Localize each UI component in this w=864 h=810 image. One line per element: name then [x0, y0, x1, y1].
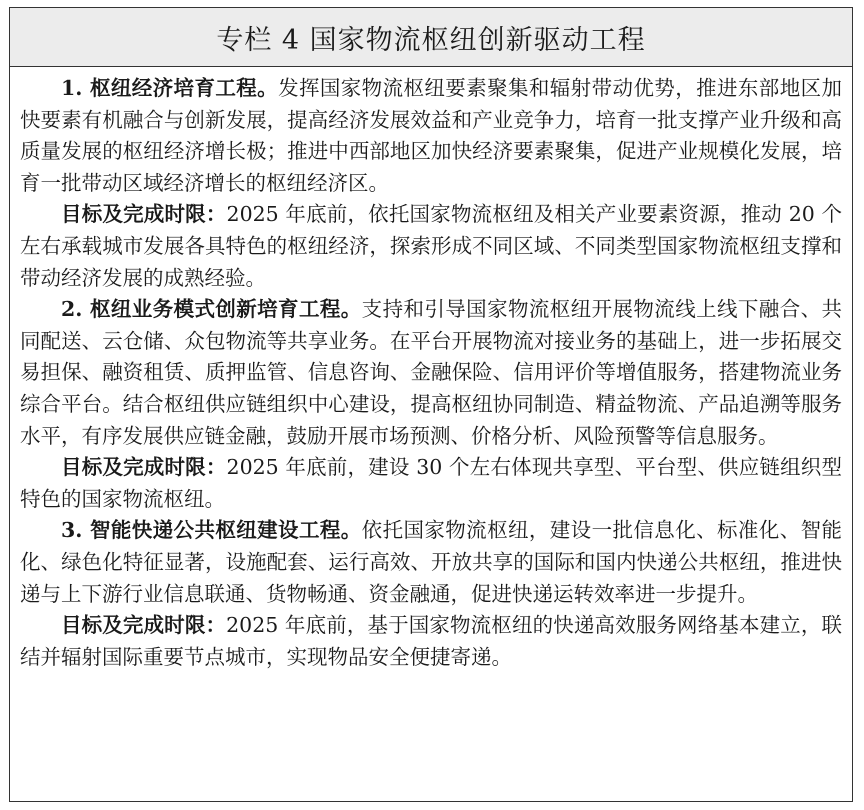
section-1-target-label: 目标及完成时限：	[61, 202, 227, 227]
section-1-target-text: 2025 年底前，依托国家物流枢纽及相关产业要素资源，推动 20 个左右承载城市发展各具特色的枢纽经济，探索形成不同区域、不同类型国家物流枢纽支撑和带动经济发展的成熟经验。	[20, 202, 842, 290]
section-2-target-label: 目标及完成时限：	[61, 455, 227, 480]
section-3-body: 依托国家物流枢纽，建设一批信息化、标准化、智能化、绿色化特征显著，设施配套、运行高效、开放共享的国际和国内快递公共枢纽，推进快递与上下游行业信息联通、货物畅通、资金融通，促进快递运转效率进一步提升。	[20, 518, 843, 606]
column-title: 专栏 4 国家物流枢纽创新驱动工程	[216, 24, 646, 56]
section-1-heading: 1. 枢纽经济培育工程。	[61, 76, 279, 100]
section-3-target	[20, 610, 842, 673]
column-box	[9, 7, 853, 802]
section-1-target	[20, 199, 842, 294]
section-2-paragraph	[20, 294, 842, 452]
section-3-target-label: 目标及完成时限：	[61, 613, 227, 638]
section-3-paragraph	[20, 515, 842, 610]
section-2-target-text: 2025 年底前，建设 30 个左右体现共享型、平台型、供应链组织型特色的国家物流枢纽。	[20, 455, 842, 511]
section-2-target	[20, 452, 842, 515]
column-content	[10, 67, 852, 673]
section-2-body: 支持和引导国家物流枢纽开展物流线上线下融合、共同配送、云仓储、众包物流等共享业务。在平台开展物流对接业务的基础上，进一步拓展交易担保、融资租赁、质押监管、信息咨询、金融保险、信用评价等增值服务，搭建物流业务综合平台。结合枢纽供应链组织中心建设，提高枢纽协同制造、精益物流、产品追溯等服务水平，有序发展供应链金融，鼓励开展市场预测、价格分析、风险预警等信息服务。	[20, 297, 843, 448]
section-1-paragraph	[20, 73, 842, 199]
title-bar	[10, 8, 852, 67]
section-3-heading: 3. 智能快递公共枢纽建设工程。	[61, 518, 362, 543]
section-2-heading: 2. 枢纽业务模式创新培育工程。	[61, 297, 362, 322]
section-3-target-text: 2025 年底前，基于国家物流枢纽的快递高效服务网络基本建立，联结并辐射国际重要节点城市，实现物品安全便捷寄递。	[20, 613, 843, 669]
section-1-body: 发挥国家物流枢纽要素聚集和辐射带动优势，推进东部地区加快要素有机融合与创新发展，提高经济发展效益和产业竞争力，培育一批支撑产业升级和高质量发展的枢纽经济增长极；推进中西部地区加快经济要素聚集，促进产业规模化发展，培育一批带动区域经济增长的枢纽经济区。	[20, 76, 842, 195]
